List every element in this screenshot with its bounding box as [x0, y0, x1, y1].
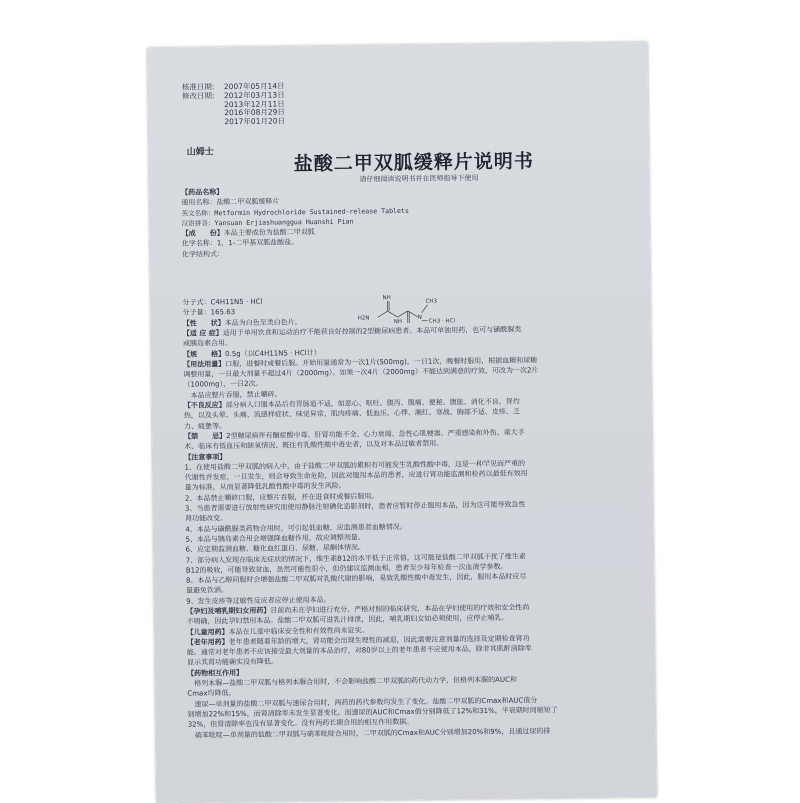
english-name: 英文名称：Metformin Hydrochloride Sustained-release Tablets	[181, 203, 621, 219]
section-text: 本品在儿童中临床安全性和有效性尚未证实。	[228, 626, 368, 636]
section-header: 【老年用药】	[187, 638, 229, 647]
section-text: 量避免饮酒。	[186, 587, 228, 596]
section-header: 【药物相互作用】	[187, 663, 627, 679]
section-text: （1000mg），一日2次。	[183, 380, 262, 389]
structure-label: 化学结构式：	[182, 244, 622, 260]
nh2-label: H2N	[358, 315, 370, 321]
structure-spacer	[182, 254, 622, 297]
section-header: 【禁 忌】	[184, 432, 226, 441]
section-text: 32%，但肾清除率也没有显著变化。没有两药长期合用的相互作用数据。	[188, 718, 414, 729]
section-text: B12的吸收，可能导致贫血，虽然可能性很小，但仍建议监测血相，患者至少每年检查一次血液学参数。	[186, 563, 508, 575]
section-text: 本品应整片吞服，禁止嚼碎。	[184, 390, 282, 399]
section-text: 代谢性并发症，一旦发生，则会导致生命危险，因此对服用本品的患者，应进行肾功能监测和检药以最低有效用	[185, 470, 528, 482]
section-text: 别增加22%和15%，而肾清除率未发生显著变化。而速尿的AUC和Cmax值分别降低了12%和31%，半衰期时间缩短了	[188, 706, 558, 719]
section-text: 1、在使用盐酸二甲双胍的病人中，由于盐酸二甲双胍的累积有可能发生乳酸性酸中毒，这是一种罕见而严重的	[184, 459, 525, 471]
revision-row: 修改日期: 2012年03月13日	[182, 91, 285, 101]
nh-top-label: NH	[382, 295, 390, 301]
section-text: 老年患者随着年龄的增大，肾功能会出现生理性的减退，因此需要注意剂量的选择及定期检查肾功	[229, 634, 530, 646]
section-text: 力、疲惫等。	[184, 422, 226, 431]
section-text: 或胰岛素合用。	[183, 339, 232, 348]
section-header-composition: 【成 份】	[182, 229, 224, 238]
section-text: 2型糖尿病伴有酮症酸中毒、肝肾功能不全、心力衰竭、急性心肌梗塞、严重感染和外伤、重大手	[226, 428, 525, 440]
section-text: 3、当患者需要进行放射性研究而使用静脉注射碘化造影剂时，患者应暂时停止服用本品，因为这可能导致急性	[185, 501, 526, 513]
revision-dates	[182, 82, 285, 127]
chemical-name: 化学名称：1，1-二甲基双胍盐酸盐。	[182, 234, 622, 250]
pinyin-name: 汉语拼音：Yansuan Erjiashuanggua Huanshi Pian	[181, 213, 621, 229]
section-header: 【用法用量】	[183, 360, 225, 369]
composition-text: 本品主要成份为盐酸二甲双胍	[224, 228, 315, 237]
section-text: 硝苯吡啶—单剂量的盐酸二甲双胍与硝苯吡啶合用时，二甲双胍的Cmax和AUC分别增加20%和9%，且通过尿的排	[188, 727, 551, 739]
revision-row: 2013年12月11日	[182, 100, 285, 110]
section-text: 口服，进餐时或餐后服。开始用量通常为一次1片(500mg)，一日1次，晚餐时服用，根据血糖和尿糖	[225, 356, 537, 368]
section-text: 9、发生皮疹等过敏性反应者应停止使用本品。	[186, 596, 331, 606]
generic-name: 通用名称：盐酸二甲双胍缓释片	[181, 193, 621, 209]
section-text: 目前尚未在孕妇进行充分、严格对照的临床研究，本品在孕妇使用的疗效和安全性尚	[270, 603, 529, 614]
revision-row: 2016年08月29日	[182, 109, 285, 119]
section-header: 【适 应 症】	[183, 329, 223, 337]
section-text: 量为标准，从而显著降低乳酸性酸中毒的发生风险。	[185, 482, 346, 492]
section-text: 能。通常对老年患者不应该接受最大剂量的本品治疗，对80岁以上的老年患者不应使用本品，除非其肌酐清除率	[187, 645, 532, 657]
section-text: 部分病人口服本品后有胃肠道不适，如恶心、呕吐、腹泻、腹痛、便秘、腹胀、消化不良、胃灼	[226, 398, 520, 410]
page-subtitle: 请仔细阅读说明书并在医师指导下使用	[149, 171, 649, 187]
section-text: 0.5g（以C4H11N5 · HCl计）	[225, 349, 321, 358]
section-text: 术、临床有低血压和缺氧情况、既往有乳酸性酸中毒史者，以及对本品过敏者禁用。	[184, 440, 443, 451]
section-text: 4、本品与磺酰脲类药物合用时，可引起低血糖，应监测患者血糖情况。	[185, 523, 407, 534]
revision-row: 核准日期: 2007年05月14日	[182, 82, 285, 92]
ch3-label: CH3	[425, 299, 437, 305]
section-text: 调整用量，一日最大剂量不超过4片（2000mg）。如果一次4片（2000mg）不能达到满意的疗效，可改为一次2片	[183, 366, 538, 378]
section-header: 【注意事项】	[184, 447, 624, 463]
section-dosage	[183, 354, 623, 401]
page-title: 盐酸二甲双胍缓释片说明书	[149, 145, 649, 178]
section-text: 格列本脲—盐酸二甲双胍与格列本脲合用时，不会影响盐酸二甲双胍的药代动力学，但格列本脲的AUC和	[187, 676, 517, 688]
section-text: 2、本品禁止嚼碎口服，应整片吞服，并在进食时或餐后服用。	[185, 492, 379, 502]
revision-row: 2017年01月20日	[182, 118, 285, 128]
section-text: 热，以及头晕、头痛、流感样症状、味觉异常、肌肉疼痛、低血压、心悸、潮红、寒战、胸部不适、皮疹、乏	[184, 408, 520, 420]
section-text: 8、本品与乙醇同服时会增强盐酸二甲双胍对乳酸代谢的影响，易致乳酸性酸中毒发生，因此，服用本品时应尽	[186, 573, 527, 585]
section-text: Cmax均降低。	[187, 689, 235, 698]
section-text: 显示其肾功能确实没有降低。	[187, 658, 278, 667]
ch3-hcl-label: CH3 · HCl	[429, 318, 456, 324]
section-text: 适用于单用饮食和运动治疗不能获良好控制的2型糖尿病患者。本品可单独用药，也可与磺酰脲类	[223, 326, 522, 338]
n-label: N	[418, 315, 422, 321]
section-header: 【规 格】	[183, 350, 225, 359]
section-drug-interactions	[187, 663, 628, 740]
section-header: 【孕妇及哺乳期妇女用药】	[186, 607, 270, 616]
section-text: 速尿—单剂量的盐酸二甲双胍与速尿合用时，两药的药代参数均发生了变化。盐酸二甲双胍的Cmax和AUC值分	[187, 696, 537, 708]
section-text: 6、应定期监测血糖、糖化血红蛋白、尿糖、尿酮体情况。	[185, 544, 365, 554]
section-header-drug-name: 【药品名称】	[181, 182, 621, 198]
section-text: 肾功能改变。	[185, 514, 227, 523]
section-header: 【不良反应】	[184, 401, 226, 410]
section-text: 7、部分病人发现在临床无症状的情况下，维生素B12的水平低于正常值，这可能是盐酸二甲双胍干扰了维生素	[186, 552, 526, 564]
section-text: 5、本品与胰岛素合用会增强降血糖作用，故应调整剂量。	[185, 533, 365, 543]
molecular-weight: 分子量：165.63	[183, 303, 623, 319]
nh-mid-label: NH	[394, 319, 402, 325]
molecular-formula: 分子式：C4H11N5 · HCl	[182, 292, 622, 308]
leaflet-paper	[147, 42, 656, 803]
section-header: 【性 状】	[183, 319, 225, 328]
section-text: 不明确，因此孕妇禁用本品。盐酸二甲双胍可进乳汁排泄，因此，哺乳期妇女如必须使用，应停止哺乳。	[186, 614, 508, 626]
leaflet-body	[181, 182, 628, 740]
section-header: 【儿童用药】	[186, 628, 228, 637]
section-precautions	[184, 447, 626, 607]
section-text: 本品为白色至类白色片。	[225, 318, 302, 327]
brand-logo: 山姆士	[187, 144, 214, 157]
sections-container	[183, 313, 628, 741]
